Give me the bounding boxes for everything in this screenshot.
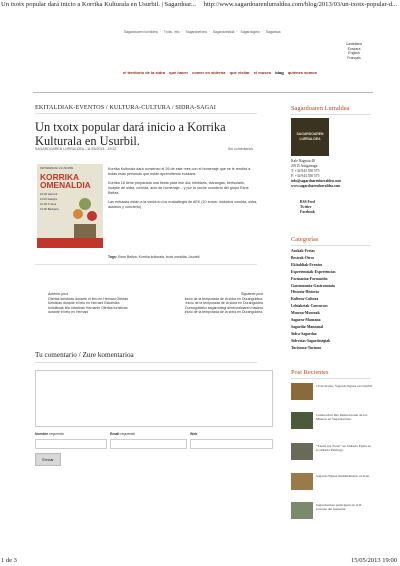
tags-divider	[35, 264, 257, 265]
top-nav-item[interactable]: Sagardogelo	[240, 30, 260, 34]
categories-heading: Categorías	[291, 236, 319, 243]
top-nav-item[interactable]: Sagardoa	[265, 30, 281, 34]
next-post[interactable]	[177, 292, 263, 315]
category-link[interactable]: Sagardia-Manzanal	[291, 324, 324, 329]
facebook-link[interactable]: Facebook	[300, 209, 315, 214]
main-nav-territorio[interactable]: el territorio de la sidra	[123, 70, 166, 75]
category-link[interactable]: Sidra-Sagardoa	[291, 331, 317, 336]
poster-illustration	[69, 194, 101, 242]
recent-thumb[interactable]	[291, 383, 313, 400]
language-switcher	[338, 42, 370, 60]
lang-francais[interactable]: Français	[347, 55, 361, 60]
sidebar-address	[291, 159, 341, 188]
recent-post-link[interactable]: "Txerri eta Txoto" en Sidrería Egiza en la sidrería Petritegi.	[316, 444, 371, 453]
top-nav-item[interactable]: Sagardoestkia	[212, 30, 235, 34]
top-nav-item[interactable]: Sagardoetxea	[185, 30, 207, 34]
name-field[interactable]	[35, 439, 107, 449]
post-paragraph-1: Korrika Kulturala dará comienzo el 26 de este mes con el homenaje que se le rendirá a todas esas personas que están aprendiendo euskara.	[108, 167, 251, 176]
lang-castellano[interactable]: Castellano	[345, 42, 363, 46]
prev-post-label: Anterior post	[48, 292, 68, 296]
sidebar-social	[300, 200, 315, 215]
category-link[interactable]: Kultura-Cultura	[291, 297, 319, 302]
web-label-text: Web	[190, 432, 198, 436]
category-link[interactable]: Historia-Historia	[291, 290, 319, 295]
email-label	[110, 432, 135, 437]
sidebar-logo	[291, 118, 329, 156]
recent-post-link[interactable]: Celebración Día Internacional de los Museos en Sagardoetxea.	[316, 413, 368, 422]
address-fax: F: +34 943 550 575	[291, 173, 320, 178]
main-nav	[123, 70, 320, 75]
email-label-text: Email	[110, 432, 120, 436]
poster-line: 13:00 Bazkaria	[40, 207, 59, 211]
header-divider	[33, 92, 373, 93]
poster-line: 12:00 Txotxa	[40, 202, 57, 206]
rss-link[interactable]: RSS Feed	[300, 200, 315, 204]
main-nav-visitar[interactable]: qué visitar	[229, 70, 250, 75]
twitter-link[interactable]: Twitter	[300, 204, 312, 209]
address-line: Kale Nagusia 48	[291, 159, 315, 163]
main-nav-que-hacer[interactable]: qué hacer	[169, 70, 189, 75]
top-nav-item[interactable]: Sagardoaren lurraldea	[124, 30, 158, 34]
category-link[interactable]: Sagarra-Manzana	[291, 318, 321, 323]
sidebar-logo-text: SAGARDOAREN LURRALDEA	[296, 132, 324, 141]
main-nav-quienes[interactable]: quiénes somos	[287, 70, 317, 75]
print-page-title: Un txotx popular dará inicio a Korrika Kulturala en Usurbil. | Sagardoar...	[1, 1, 196, 8]
breadcrumb-divider	[35, 113, 257, 114]
sidebar-heading: Sagardoaren Lurraldea	[291, 105, 350, 112]
poster-line: 10:00 Harrera	[40, 192, 58, 196]
recent-thumb[interactable]	[291, 473, 313, 490]
top-nav-item[interactable]: Txots. info	[163, 30, 180, 34]
poster-schedule	[40, 192, 68, 212]
sidebar-web-link[interactable]: www.sagardoarenlurraldea.com	[291, 183, 341, 188]
post-title: Un txotx popular dará inicio a Korrika Kulturala en Usurbil.	[35, 120, 226, 148]
print-timestamp: 15/05/2013 19:00	[350, 557, 397, 564]
category-link[interactable]: Bestrak-Otros	[291, 255, 315, 260]
submit-button[interactable]: Enviar	[35, 453, 61, 466]
name-required: requerido	[49, 432, 65, 436]
comments-link[interactable]: Sin comentarios	[228, 147, 254, 151]
comment-textarea[interactable]	[35, 370, 273, 427]
recent-heading: Post Recientes	[291, 369, 329, 376]
category-link[interactable]: Gastronomia-Gastronomía	[291, 283, 335, 288]
poster-top-text: DIRTAREBUAK 23 USURBIL	[40, 167, 74, 170]
web-label	[190, 432, 197, 437]
category-link[interactable]: Sidrerías-Sagardotegiak	[291, 338, 331, 343]
breadcrumb: EKITALDIAK-EVENTOS / KULTURA-CULTURA / SIDRA-SAGAI	[35, 104, 216, 111]
lang-english[interactable]: English	[348, 51, 360, 56]
next-post-text[interactable]: Inicio de la temporada de la sidra en Duranguldea. Inicio de la temporada de la sidra en Duranguldea Duranguldeko sagardotegi denboraldiaren hasiera Inicio de la temporada de la sidra en Duranguldea.	[184, 296, 263, 315]
post-paragraph-3: Las entradas están a la venta en los euskaltegia de AEK (10 euros: incluidos comida, sidra, autobús y concierto).	[108, 200, 258, 209]
recent-post-link[interactable]: Sagardo Eguna multitudinario en Irun.	[316, 474, 370, 478]
recent-thumb[interactable]	[291, 412, 313, 429]
categories-divider	[291, 245, 371, 246]
prev-post[interactable]	[48, 292, 133, 315]
address-line: 20115 Astigarraga	[291, 163, 318, 168]
name-label	[35, 432, 64, 437]
recent-divider	[291, 378, 371, 379]
top-nav: Sagardoaren lurraldea · Txots. info · Sagardoetxea · Sagardoestkia · Sagardogelo · Sagardoa	[124, 30, 281, 34]
category-link[interactable]: Ekitaldiak-Eventos	[291, 262, 323, 267]
recent-post-link[interactable]: 19 de marzo, Sagardo Eguna en Usurbil.	[316, 384, 373, 388]
post-paragraph-2: Korrika 18 tiene preparada una fiesta para ese día; trikitilaris, txarangas, bertsolaris, huaybe de sidra, comida, acto de homenaje... y por la noche concierto del grupo Esne Beltza.	[108, 181, 249, 195]
post-body	[108, 167, 258, 210]
tags-list[interactable]: Esne Beltza, Korrika kulturala, txotx omaldia, Usurbil	[118, 255, 200, 259]
poster-image	[37, 164, 103, 248]
address-phone: T: +34 943 550 575	[291, 168, 320, 173]
next-post-label: Siguiente post	[240, 292, 263, 296]
recent-thumb[interactable]	[291, 502, 313, 519]
lang-euskara[interactable]: Euskara	[347, 46, 361, 51]
poster-banner	[37, 238, 103, 248]
email-field[interactable]	[110, 439, 187, 449]
post-tags	[108, 255, 258, 260]
main-nav-comer[interactable]: comer en sidrería	[192, 70, 226, 75]
sidebar-divider	[291, 114, 371, 115]
prev-post-text[interactable]: Ofertas turisticas durante el leto en Hernani Ofertas turísticas durante el leto en Hernani Eskaintza turistikoak leto bitartean Hernanin Ofertas turísticas durante el leto en Hernani	[48, 296, 128, 315]
category-link[interactable]: Museoa-Museoak	[291, 311, 320, 316]
web-field[interactable]	[190, 439, 273, 449]
main-nav-blog[interactable]: blog	[275, 70, 284, 75]
recent-thumb[interactable]	[291, 443, 313, 460]
category-link[interactable]: Azokak-Ferias	[291, 249, 315, 253]
categories-list	[291, 248, 336, 352]
category-link[interactable]: Turismoa-Turismo	[291, 345, 322, 350]
tags-label: Tags:	[108, 255, 118, 259]
comment-divider	[35, 362, 257, 363]
recent-post-link[interactable]: Sagardoetxea participará en la II. Jornada del Guisante.	[316, 503, 363, 512]
name-label-text: Nombre	[35, 432, 49, 436]
poster-title: KORRIKA OMENALDIA	[40, 172, 91, 191]
print-page-url: http://www.sagardoarenlurraldea.com/blog/2013/03/un-txotx-popular-d...	[203, 1, 397, 8]
category-link[interactable]: Lehiaketak-Concursos	[291, 304, 328, 309]
category-link[interactable]: Esperientziak-Experiencias	[291, 269, 336, 274]
sidebar-email-link[interactable]: info@sagardoarenlurraldea.com	[291, 178, 342, 183]
poster-line: 11:00 Kalejira	[40, 197, 57, 201]
email-required: requerido	[120, 432, 136, 436]
post-meta: SAGARDOAREN LURRALDEA - 11/03/2013 - 15:22	[35, 147, 117, 151]
comment-heading: Tu comentario / Zure komentarioa	[35, 351, 134, 359]
print-page-number: 1 de 3	[1, 557, 17, 564]
main-nav-museo[interactable]: el museo	[253, 70, 272, 75]
category-link[interactable]: Formazioa-Formación	[291, 276, 328, 281]
